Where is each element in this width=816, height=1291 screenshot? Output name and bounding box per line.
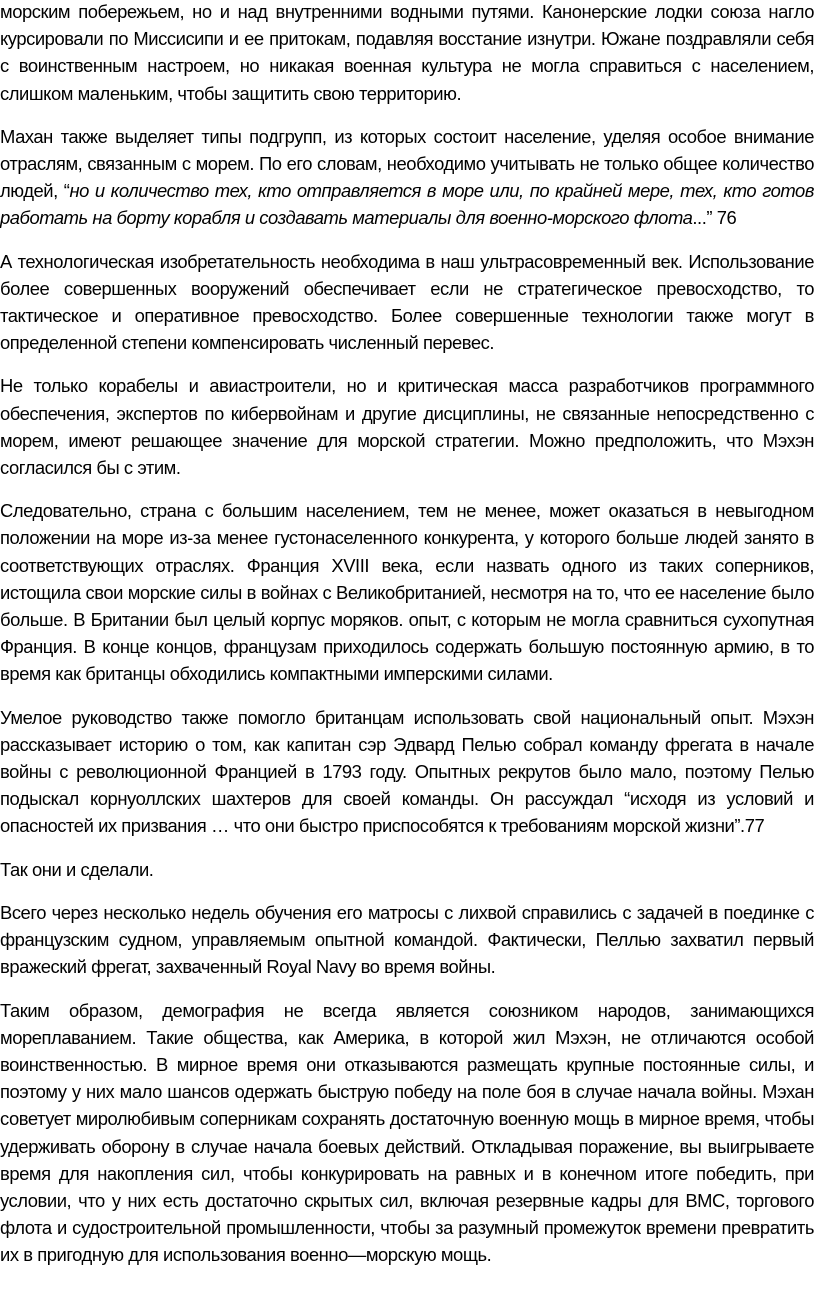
paragraph-7 bbox=[0, 856, 814, 883]
paragraph-9 bbox=[0, 997, 814, 1269]
paragraph-8 bbox=[0, 899, 814, 981]
paragraph-2-text: Махан также выделяет типы подгрупп, из которых состоит население, уделяя особое внимание отраслям, связанным с морем. По его словам, необходимо учитывать не только общее количество людей, “ bbox=[0, 125, 814, 202]
paragraph-2-footnote: ...” 76 bbox=[692, 207, 737, 229]
paragraph-1-text: морским побережьем, но и над внутренними водными путями. Канонерские лодки союза нагло курсировали по Миссисипи и ее притокам, подавляя восстание изнутри. Южане поздравляли себя с воинственным настроем, но никакая военная культура не могла справиться с населением, слишком маленьким, чтобы защитить свою территорию. bbox=[0, 1, 814, 104]
paragraph-7-text: Так они и сделали. bbox=[0, 858, 154, 880]
paragraph-2 bbox=[0, 123, 814, 232]
paragraph-9-text: Таким образом, демография не всегда является союзником народов, занимающихся мореплаванием. Такие общества, как Америка, в которой жил Мэхэн, не отличаются особой воинственностью. В мирное время они отказываются размещать крупные постоянные силы, и поэтому у них мало шансов одержать быструю победу на поле боя в случае начала войны. Мэхан советует миролюбивым соперникам сохранять достаточную военную мощь в мирное время, чтобы удерживать оборону в случае начала боевых действий. Откладывая поражение, вы выигрываете время для накопления сил, чтобы конкурировать на равных и в конечном итоге победить, при условии, что у них есть достаточно скрытых сил, включая резервные кадры для ВМС, торгового флота и судостроительной промышленности, чтобы за разумный промежуток времени превратить их в пригодную для использования военно—морскую мощь. bbox=[0, 999, 814, 1266]
paragraph-2-quote: но и количество тех, кто отправляется в море или, по крайней мере, тех, кто готов работать на борту корабля и создавать материалы для военно-морского флота bbox=[0, 180, 814, 229]
paragraph-3 bbox=[0, 248, 814, 357]
paragraph-3-text: А технологическая изобретательность необходима в наш ультрасовременный век. Использование более совершенных вооружений обеспечивает если не стратегическое превосходство, то тактическое и оперативное превосходство. Более совершенные технологии также могут в определенной степени компенсировать численный перевес. bbox=[0, 250, 814, 354]
paragraph-4 bbox=[0, 372, 814, 481]
paragraph-1 bbox=[0, 0, 814, 107]
paragraph-5 bbox=[0, 497, 814, 687]
paragraph-6-text: Умелое руководство также помогло британцам использовать свой национальный опыт. Мэхэн рассказывает историю о том, как капитан сэр Эдвард Пелью собрал команду фрегата в начале войны с революционной Францией в 1793 году. Опытных рекрутов было мало, поэтому Пелью подыскал корнуоллских шахтеров для своей команды. Он рассуждал “исходя из условий и опасностей их призвания … что они быстро приспособятся к требованиям морской жизни”.77 bbox=[0, 706, 814, 837]
paragraph-4-text: Не только корабелы и авиастроители, но и критическая масса разработчиков программного обеспечения, экспертов по кибервойнам и другие дисциплины, не связанные непосредственно с морем, имеют решающее значение для морской стратегии. Можно предположить, что Мэхэн согласился бы с этим. bbox=[0, 375, 814, 479]
paragraph-8-text: Всего через несколько недель обучения его матросы с лихвой справились с задачей в поединке с французским судном, управляемым опытной командой. Фактически, Пеллью захватил первый вражеский фрегат, захваченный Royal Navy во время войны. bbox=[0, 901, 814, 978]
paragraph-5-text: Следовательно, страна с большим населением, тем не менее, может оказаться в невыгодном положении на море из-за менее густонаселенного конкурента, у которого больше людей занято в соответствующих отраслях. Франция XVIII века, если назвать одного из таких соперников, истощила свои морские силы в войнах с Великобританией, несмотря на то, что ее население было больше. В Британии был целый корпус моряков. опыт, с которым не могла сравниться сухопутная Франция. В конце концов, французам приходилось содержать большую постоянную армию, в то время как британцы обходились компактными имперскими силами. bbox=[0, 500, 814, 685]
paragraph-6 bbox=[0, 704, 814, 840]
